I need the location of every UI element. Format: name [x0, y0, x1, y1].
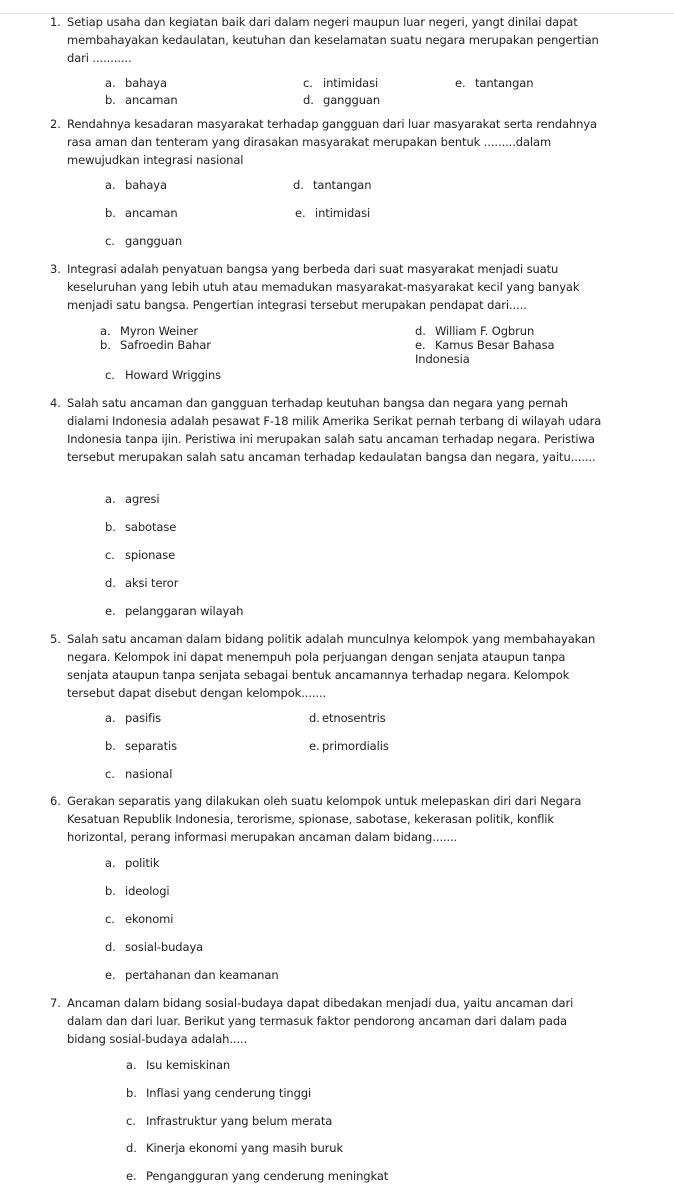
option-2d[interactable]: d. tantangan [293, 178, 372, 192]
option-1e[interactable]: e. tantangan [455, 76, 534, 90]
question-text: Integrasi adalah penyatuan bangsa yang berbeda dari suat masyarakat menjadi suatu keseluruhan yang lebih utuh atau memadukan masyarakat-masyarakat kecil yang banyak menjadi satu bangsa. Pengertian integrasi tersebut merupakan pendapat dari..... [67, 262, 580, 312]
question-number: 7. [50, 996, 61, 1010]
option-5e[interactable]: e. primordialis [309, 739, 389, 753]
option-1d[interactable]: d. gangguan [303, 93, 381, 107]
option-4a[interactable]: a. agresi [105, 492, 160, 506]
question-text: Salah satu ancaman dan gangguan terhadap keutuhan bangsa dan negara yang pernah dialami Indonesia adalah pesawat F-18 milik Amerika Serikat pernah terbang di wilayah udara Indonesia tanpa ijin. Peristiwa ini merupakan salah satu ancaman terhadap negara. Peristiwa tersebut merupakan salah satu ancaman terhadap kedaulatan bangsa dan negara, yaitu....... [67, 396, 602, 464]
question-3 [50, 260, 607, 314]
option-7c[interactable]: c. Infrastruktur yang belum merata [126, 1114, 333, 1128]
question-text: Ancaman dalam bidang sosial-budaya dapat dibedakan menjadi dua, yaitu ancaman dari dalam dan dari luar. Berikut yang termasuk faktor pendorong ancaman dari dalam pada bidang sosial-budaya adalah..... [67, 996, 574, 1046]
option-3d[interactable]: d. William F. Ogbrun [415, 324, 535, 338]
question-text: Rendahnya kesadaran masyarakat terhadap gangguan dari luar masyarakat serta rendahnya rasa aman dan tenteram yang dirasakan masyarakat merupakan bentuk .........dalam mewujudkan integrasi nasional [67, 117, 598, 167]
option-1b[interactable]: b. ancaman [105, 93, 178, 107]
option-7d[interactable]: d. Kinerja ekonomi yang masih buruk [126, 1141, 344, 1155]
question-number: 1. [50, 15, 61, 29]
option-2c[interactable]: c. gangguan [105, 234, 183, 248]
question-number: 4. [50, 396, 61, 410]
option-3c[interactable]: c. Howard Wriggins [105, 368, 221, 382]
option-3e[interactable]: e. Kamus Besar Bahasa Indonesia [415, 338, 555, 366]
option-3b[interactable]: b. Safroedin Bahar [100, 338, 211, 352]
option-1c[interactable]: c. intimidasi [303, 76, 379, 90]
top-bar [0, 0, 674, 14]
option-4e[interactable]: e. pelanggaran wilayah [105, 604, 244, 618]
option-1a[interactable]: a. bahaya [105, 76, 167, 90]
option-5b[interactable]: b. separatis [105, 739, 177, 753]
option-4c[interactable]: c. spionase [105, 548, 176, 562]
question-text: Gerakan separatis yang dilakukan oleh suatu kelompok untuk melepaskan diri dari Negara Kesatuan Republik Indonesia, terorisme, spionase, sabotase, kekerasan politik, konflik horizontal, perang informasi merupakan ancaman dalam bidang....... [67, 794, 582, 844]
question-7 [50, 994, 607, 1048]
question-6 [50, 792, 607, 846]
question-number: 3. [50, 262, 61, 276]
option-2a[interactable]: a. bahaya [105, 178, 167, 192]
question-1 [50, 13, 607, 67]
question-number: 6. [50, 794, 61, 808]
option-6b[interactable]: b. ideologi [105, 884, 170, 898]
option-6a[interactable]: a. politik [105, 856, 160, 870]
question-4 [50, 394, 607, 466]
option-4d[interactable]: d. aksi teror [105, 576, 179, 590]
question-text: Setiap usaha dan kegiatan baik dari dalam negeri maupun luar negeri, yangt dinilai dapat membahayakan kedaulatan, keutuhan dan keselamatan suatu negara merupakan pengertian dari ........... [67, 15, 599, 65]
option-6e[interactable]: e. pertahanan dan keamanan [105, 968, 279, 982]
option-2e[interactable]: e. intimidasi [295, 206, 371, 220]
option-6d[interactable]: d. sosial-budaya [105, 940, 204, 954]
option-3a[interactable]: a. Myron Weiner [100, 324, 199, 338]
option-5a[interactable]: a. pasifis [105, 711, 162, 725]
question-number: 5. [50, 632, 61, 646]
option-5d[interactable]: d. etnosentris [309, 711, 386, 725]
question-2 [50, 115, 607, 169]
option-7b[interactable]: b. Inflasi yang cenderung tinggi [126, 1086, 312, 1100]
option-7e[interactable]: e. Pengangguran yang cenderung meningkat [126, 1169, 389, 1183]
option-5c[interactable]: c. nasional [105, 767, 173, 781]
question-5 [50, 630, 607, 702]
question-text: Salah satu ancaman dalam bidang politik adalah munculnya kelompok yang membahayakan negara. Kelompok ini dapat menempuh pola perjuangan dengan senjata ataupun tanpa senjata ataupun tanpa senjata sebagai bentuk ancamannya terhadap negara. Kelompok tersebut dapat disebut dengan kelompok....... [67, 632, 596, 700]
option-4b[interactable]: b. sabotase [105, 520, 177, 534]
option-2b[interactable]: b. ancaman [105, 206, 178, 220]
option-6c[interactable]: c. ekonomi [105, 912, 174, 926]
option-7a[interactable]: a. Isu kemiskinan [126, 1058, 231, 1072]
question-number: 2. [50, 117, 61, 131]
